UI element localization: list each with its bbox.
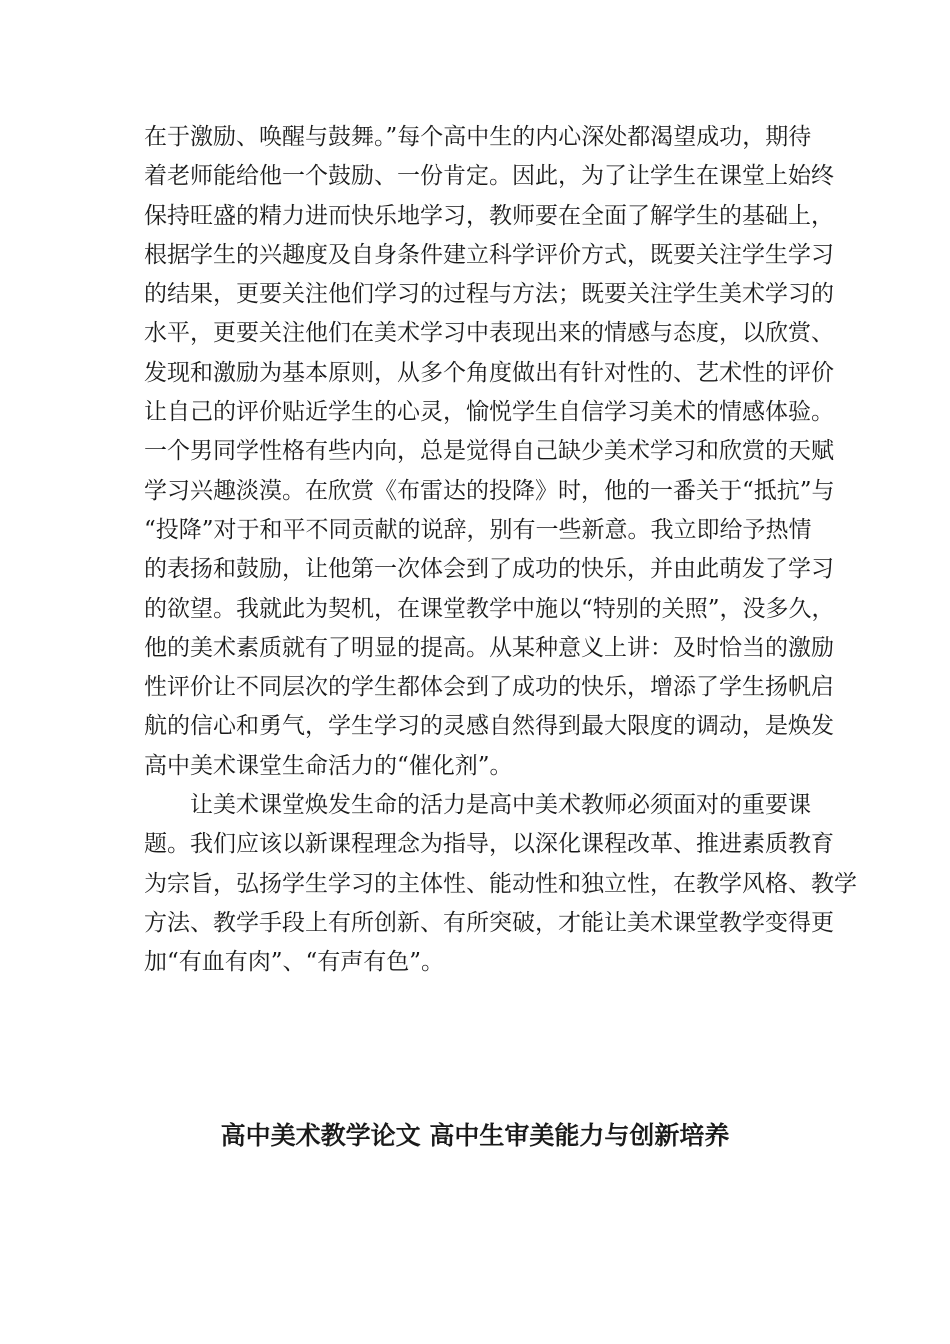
text-line: 让自己的评价贴近学生的心灵，愉悦学生自信学习美术的情感体验。: [144, 399, 834, 426]
text-line: 保持旺盛的精力进而快乐地学习，教师要在全面了解学生的基础上，: [144, 202, 834, 229]
text-line: 发现和激励为基本原则，从多个角度做出有针对性的、艺术性的评价: [144, 359, 834, 386]
paragraph-2: [144, 786, 857, 982]
text-line: 让美术课堂焕发生命的活力是高中美术教师必须面对的重要课: [190, 792, 811, 819]
section-heading: 高中美术教学论文 高中生审美能力与创新培养: [220, 1121, 730, 1150]
text-line: 的欲望。我就此为契机，在课堂教学中施以“特别的关照”，没多久，: [144, 595, 835, 622]
text-line: “投降”对于和平不同贡献的说辞，别有一些新意。我立即给予热情: [144, 516, 812, 543]
text-line: 的表扬和鼓励，让他第一次体会到了成功的快乐，并由此萌发了学习: [144, 556, 834, 583]
text-line: 根据学生的兴趣度及自身条件建立科学评价方式，既要关注学生学习: [144, 241, 834, 268]
text-line: 加“有血有肉”、“有声有色”。: [144, 949, 445, 976]
document-body: [144, 118, 857, 983]
text-line: 的结果，更要关注他们学习的过程与方法；既要关注学生美术学习的: [144, 281, 834, 308]
text-line: 在于激励、唤醒与鼓舞。”每个高中生的内心深处都渴望成功，期待: [144, 124, 812, 150]
paragraph-1: [144, 118, 835, 786]
text-line: 一个男同学性格有些内向，总是觉得自己缺少美术学习和欣赏的天赋: [144, 438, 834, 465]
text-line: 学习兴趣淡漠。在欣赏《布雷达的投降》时，他的一番关于“抵抗”与: [144, 477, 835, 504]
text-line: 方法、教学手段上有所创新、有所突破，才能让美术课堂教学变得更: [144, 909, 834, 936]
text-line: 水平，更要关注他们在美术学习中表现出来的情感与态度，以欣赏、: [144, 320, 834, 347]
text-line: 为宗旨，弘扬学生学习的主体性、能动性和独立性，在教学风格、教学: [144, 870, 857, 897]
text-line: 着老师能给他一个鼓励、一份肯定。因此，为了让学生在课堂上始终: [144, 163, 834, 190]
text-line: 高中美术课堂生命活力的“催化剂”。: [144, 752, 513, 779]
text-line: 航的信心和勇气，学生学习的灵感自然得到最大限度的调动，是焕发: [144, 713, 834, 740]
text-line: 题。我们应该以新课程理念为指导，以深化课程改革、推进素质教育: [144, 831, 834, 858]
text-line: 他的美术素质就有了明显的提高。从某种意义上讲：及时恰当的激励: [144, 634, 834, 661]
text-line: 性评价让不同层次的学生都体会到了成功的快乐，增添了学生扬帆启: [144, 674, 834, 701]
